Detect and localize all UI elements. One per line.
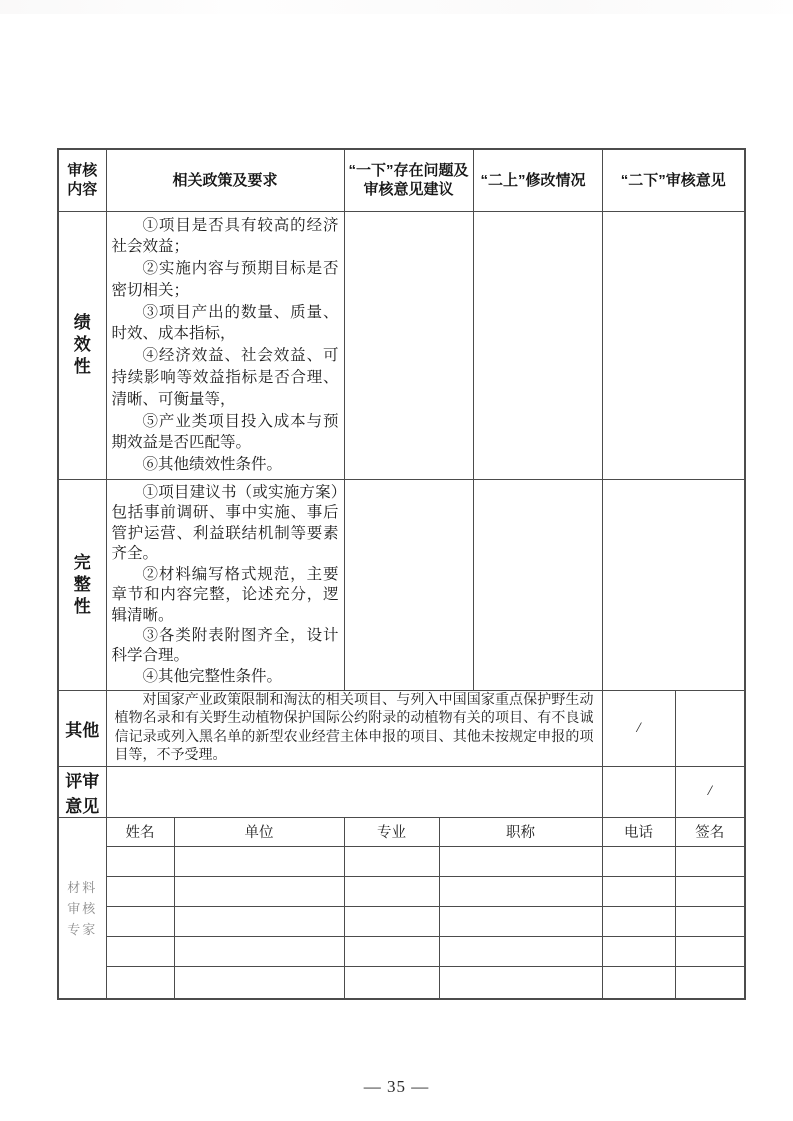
review-opinion-label: 评审意见 [65, 771, 100, 816]
completeness-label: 完整性 [73, 553, 91, 617]
expert-cell-title [439, 846, 602, 876]
expert-cell-phone [602, 846, 675, 876]
row-performance [58, 211, 745, 480]
expert-cell-major [344, 906, 439, 936]
performance-item: ①项目是否具有较高的经济社会效益； [111, 216, 339, 256]
completeness-item: ②材料编写格式规范，主要章节和内容完整，论述充分，逻辑清晰。 [111, 565, 339, 624]
completeness-item: ④其他完整性条件。 [142, 667, 283, 685]
experts-label: 材料审核专家 [67, 879, 98, 937]
expert-cell-signature [675, 876, 745, 906]
performance-erxia-cell [602, 211, 745, 480]
expert-cell-phone [602, 906, 675, 936]
completeness-label-cell [58, 480, 106, 691]
performance-item: ③项目产出的数量、质量、时效、成本指标， [111, 303, 339, 343]
other-label-cell [58, 691, 106, 767]
performance-item: ②实施内容与预期目标是否密切相关； [111, 260, 339, 299]
completeness-policy-cell [106, 480, 344, 691]
expert-cell-unit [174, 966, 344, 999]
performance-policy-cell [106, 211, 344, 480]
experts-col-phone: 电话 [602, 817, 675, 846]
table-header-row [58, 149, 745, 211]
expert-cell-major [344, 936, 439, 966]
other-label: 其他 [65, 721, 100, 741]
performance-item: ⑥其他绩效性条件。 [142, 456, 283, 474]
experts-col-title: 职称 [439, 817, 602, 846]
experts-col-name: 姓名 [106, 817, 174, 846]
header-yixia-issues: “一下”存在问题及审核意见建议 [344, 149, 473, 211]
performance-yixia-cell [344, 211, 473, 480]
expert-cell-title [439, 966, 602, 999]
performance-label: 绩效性 [73, 313, 91, 377]
review-opinion-empty-cell [602, 766, 675, 817]
expert-row [58, 936, 745, 966]
experts-header-row [58, 817, 745, 846]
expert-cell-phone [602, 936, 675, 966]
expert-cell-unit [174, 906, 344, 936]
header-policies: 相关政策及要求 [106, 149, 344, 211]
expert-cell-name [106, 846, 174, 876]
page-number: — 35 — [363, 1077, 430, 1096]
review-opinion-content-cell [106, 766, 602, 817]
completeness-ershang-cell [473, 480, 602, 691]
expert-cell-name [106, 936, 174, 966]
header-review-content-label: 审核内容 [67, 162, 98, 199]
expert-cell-signature [675, 966, 745, 999]
performance-ershang-cell [473, 211, 602, 480]
expert-row [58, 906, 745, 936]
expert-cell-major [344, 876, 439, 906]
expert-row [58, 966, 745, 999]
performance-item: ⑤产业类项目投入成本与预期效益是否匹配等。 [111, 412, 339, 452]
completeness-item: ①项目建议书（或实施方案）包括事前调研、事中实施、事后管护运营、利益联结机制等要素齐全。 [111, 484, 339, 563]
header-erxia-opinions: “二下”审核意见 [602, 149, 745, 211]
review-opinion-slash-cell: / [675, 766, 745, 817]
experts-col-signature: 签名 [675, 817, 745, 846]
experts-label-cell [58, 817, 106, 999]
expert-cell-major [344, 846, 439, 876]
other-text-cell [106, 691, 602, 767]
header-ershang-revisions: “二上”修改情况 [473, 149, 602, 211]
expert-cell-major [344, 966, 439, 999]
expert-cell-title [439, 906, 602, 936]
row-other [58, 691, 745, 767]
expert-cell-signature [675, 906, 745, 936]
performance-item: ④经济效益、社会效益、可持续影响等效益指标是否合理、清晰、可衡量等， [111, 347, 339, 408]
expert-cell-signature [675, 846, 745, 876]
row-review-opinion [58, 766, 745, 817]
performance-label-cell [58, 211, 106, 480]
expert-cell-unit [174, 846, 344, 876]
scan-noise [0, 0, 793, 14]
row-completeness [58, 480, 745, 691]
expert-cell-unit [174, 936, 344, 966]
expert-cell-name [106, 966, 174, 999]
expert-cell-title [439, 936, 602, 966]
header-review-content [58, 149, 106, 211]
experts-col-major: 专业 [344, 817, 439, 846]
experts-col-unit: 单位 [174, 817, 344, 846]
expert-cell-name [106, 876, 174, 906]
expert-cell-unit [174, 876, 344, 906]
review-opinion-label-cell [58, 766, 106, 817]
other-slash-cell: / [602, 691, 675, 767]
expert-row [58, 876, 745, 906]
expert-cell-phone [602, 966, 675, 999]
completeness-yixia-cell [344, 480, 473, 691]
completeness-item: ③各类附表附图齐全，设计科学合理。 [111, 626, 339, 665]
expert-cell-phone [602, 876, 675, 906]
other-text: 对国家产业政策限制和淘汰的相关项目、与列入中国国家重点保护野生动植物名录和有关野生动植物保护国际公约附录的动植物有关的项目、有不良诚信记录或列入黑名单的新型农业经营主体申报的项目、其他未按规定申报的项目等，不予受理。 [114, 693, 594, 763]
expert-cell-name [106, 906, 174, 936]
expert-row [58, 846, 745, 876]
other-empty-cell [675, 691, 745, 767]
expert-cell-title [439, 876, 602, 906]
expert-cell-signature [675, 936, 745, 966]
completeness-erxia-cell [602, 480, 745, 691]
review-table [57, 148, 746, 1000]
